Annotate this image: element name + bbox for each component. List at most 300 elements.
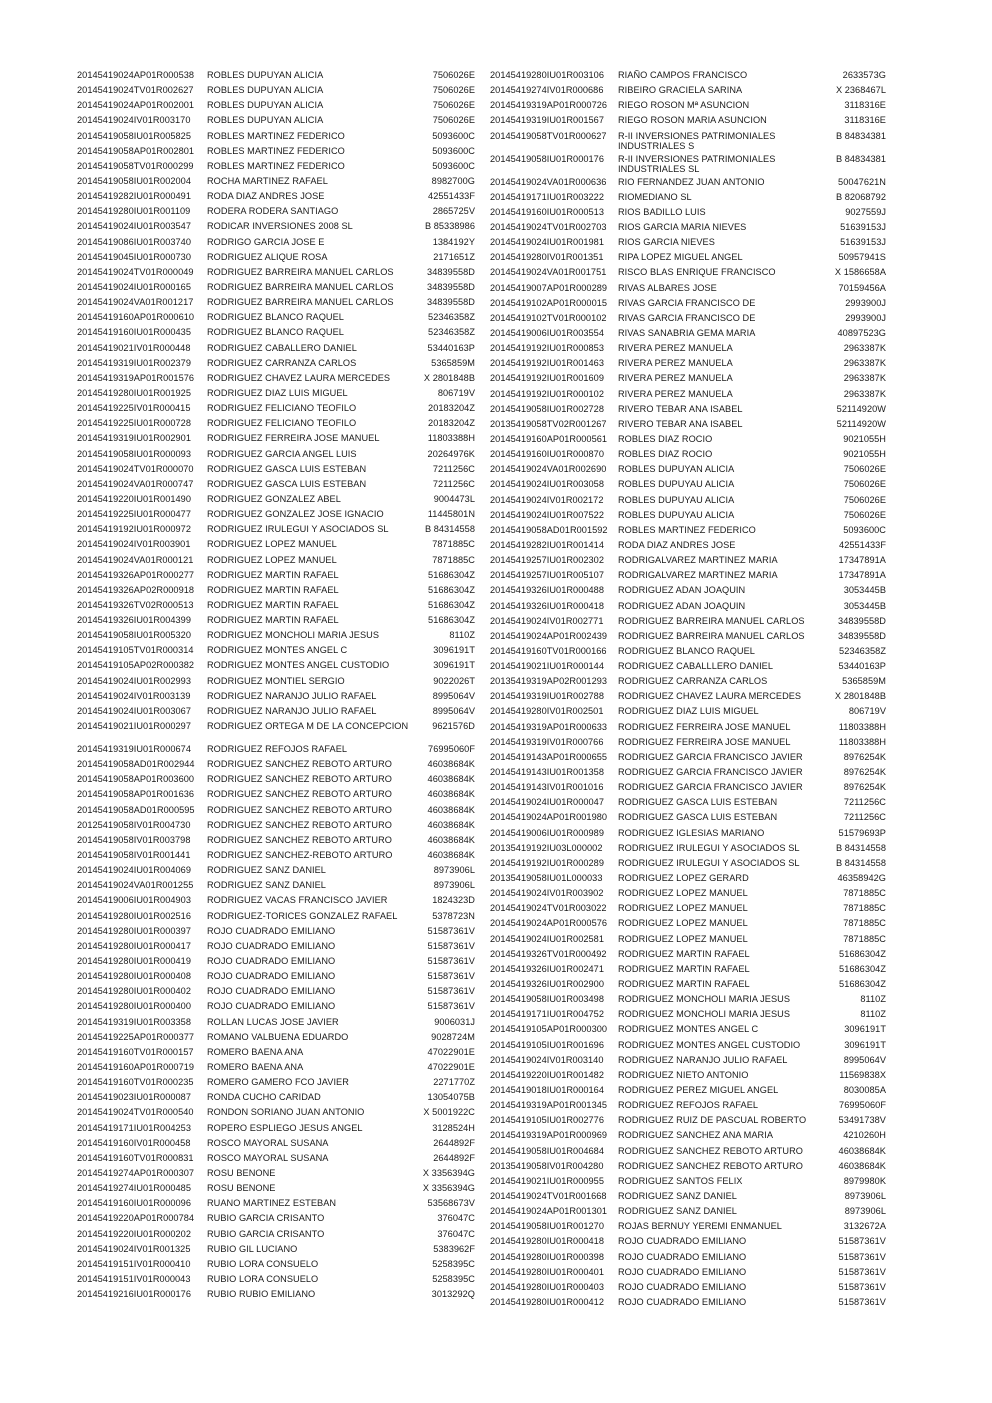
- expedient-number: 20145419021IU01R000297: [77, 721, 192, 732]
- tax-id: 5093600C: [432, 145, 475, 156]
- holder-name: RODRIGUEZ-TORICES GONZALEZ RAFAEL: [207, 910, 398, 921]
- expedient-number: 20145419160IU01R000096: [77, 1198, 192, 1209]
- holder-name: ROJO CUADRADO EMILIANO: [207, 940, 336, 951]
- tax-id: 7506026E: [843, 509, 886, 520]
- expedient-number: 20145419058AD01R000595: [77, 804, 195, 815]
- tax-id: B 84314558: [424, 524, 475, 535]
- tax-id: 2644892F: [433, 1152, 475, 1163]
- holder-name: RODRIGUEZ LOPEZ MANUEL: [207, 539, 337, 550]
- tax-id: 76995060F: [839, 1100, 886, 1111]
- table-row: [77, 206, 475, 221]
- holder-name: ROJO CUADRADO EMILIANO: [207, 986, 336, 997]
- holder-name: ROSCO MAYORAL SUSANA: [207, 1152, 329, 1163]
- tax-id: 51587361V: [427, 925, 475, 936]
- holder-name: RODRIGUEZ SANCHEZ REBOTO ARTURO: [618, 1145, 803, 1156]
- tax-id: 34839558D: [838, 630, 886, 641]
- tax-id: 11803388H: [838, 721, 886, 732]
- expedient-number: 20145419024VA01R002690: [490, 464, 607, 475]
- expedient-number: 20145419171IU01R004253: [77, 1122, 192, 1133]
- holder-name: ROJO CUADRADO EMILIANO: [618, 1266, 747, 1277]
- tax-id: 8973906L: [433, 865, 475, 876]
- table-row: [490, 495, 886, 510]
- tax-id: 5093600C: [432, 160, 475, 171]
- tax-id: 2963387K: [843, 358, 886, 369]
- expedient-number: 20145419024IV01R002172: [490, 494, 604, 505]
- holder-name: RODRIGUEZ SANCHEZ REBOTO ARTURO: [618, 1160, 803, 1171]
- expedient-number: 20145419024IU01R000165: [77, 281, 192, 292]
- tax-id: 7871885C: [432, 539, 475, 550]
- expedient-number: 20145419280IU01R001925: [77, 387, 192, 398]
- holder-name: RODA DIAZ ANDRES JOSE: [207, 191, 325, 202]
- holder-name: RODRIGUEZ DIAZ LUIS MIGUEL: [207, 387, 348, 398]
- table-row: [490, 1100, 886, 1115]
- expedient-number: 20145419319IV01R000766: [490, 736, 604, 747]
- table-row: [77, 774, 475, 789]
- table-row: [490, 737, 886, 752]
- table-row: [490, 510, 886, 525]
- tax-id: 46038684K: [427, 804, 475, 815]
- tax-id: 34839558D: [427, 297, 475, 308]
- tax-id: 7506026E: [843, 464, 886, 475]
- tax-id: 9021055H: [843, 433, 886, 444]
- tax-id: 53491738V: [838, 1115, 886, 1126]
- expedient-number: 20145419225IV01R000415: [77, 403, 191, 414]
- table-row: [77, 880, 475, 895]
- expedient-number: 20145419143IV01R001016: [490, 782, 604, 793]
- holder-name: RIVAS GARCIA FRANCISCO DE: [618, 312, 756, 323]
- holder-name: RODRIGUEZ CABALLERO DANIEL: [207, 342, 357, 353]
- tax-id: 42551433F: [839, 539, 886, 550]
- holder-name: RODRIGUEZ NIETO ANTONIO: [618, 1069, 749, 1080]
- expedient-number: 20145419280IU01R000418: [490, 1236, 605, 1247]
- table-row: [490, 903, 886, 918]
- holder-name: RODRIGUEZ SANCHEZ REBOTO ARTURO: [207, 774, 392, 785]
- tax-id: 34839558D: [838, 615, 886, 626]
- holder-name: RODRIGUEZ CABALLLERO DANIEL: [618, 661, 774, 672]
- expedient-number: 20145419319AP01R000726: [490, 100, 608, 111]
- holder-name: RODRIGUEZ BLANCO RAQUEL: [207, 327, 344, 338]
- holder-name: ROBLES DUPUYAN ALICIA: [207, 115, 324, 126]
- tax-id: 8973906L: [433, 880, 475, 891]
- holder-name: ROSCO MAYORAL SUSANA: [207, 1137, 329, 1148]
- holder-name: RIVERA PEREZ MANUELA: [618, 373, 733, 384]
- holder-name: RODRIGUEZ FERREIRA JOSE MANUEL: [618, 736, 791, 747]
- expedient-number: 20145419006IU01R003554: [490, 327, 605, 338]
- table-row: [77, 850, 475, 865]
- expedient-number: 20145419280IU01R003106: [490, 70, 605, 80]
- holder-name: RODRIGUEZ GASCA LUIS ESTEBAN: [207, 463, 367, 474]
- table-row: [77, 1107, 475, 1122]
- table-row: [490, 389, 886, 404]
- table-row: [490, 434, 886, 449]
- table-row: [490, 131, 886, 154]
- holder-name: ROJO CUADRADO EMILIANO: [618, 1281, 747, 1292]
- expedient-number: 20145419024TV01R002627: [77, 85, 194, 96]
- tax-id: 3096191T: [433, 660, 475, 671]
- tax-id: 7211256C: [843, 797, 886, 808]
- table-row: [490, 540, 886, 555]
- holder-name: RODRIGUEZ MARTIN RAFAEL: [618, 963, 750, 974]
- tax-id: X 2368467L: [835, 85, 886, 96]
- table-row: [77, 267, 475, 282]
- holder-name: RODRIGUEZ LOPEZ GERARD: [618, 873, 749, 884]
- expedient-number: 20145419160TV01R000235: [77, 1077, 194, 1088]
- table-row: [77, 865, 475, 880]
- table-row: [490, 1115, 886, 1130]
- holder-name: ROBLES MARTINEZ FEDERICO: [207, 130, 345, 141]
- tax-id: 8110Z: [860, 994, 886, 1005]
- table-row: [490, 343, 886, 358]
- holder-name: RUBIO GARCIA CRISANTO: [207, 1228, 325, 1239]
- tax-id: 46038684K: [427, 819, 475, 830]
- table-row: [77, 759, 475, 774]
- tax-id: 8110Z: [860, 1009, 886, 1020]
- expedient-number: 20145419257IU01R002302: [490, 555, 605, 566]
- table-row: [77, 312, 475, 327]
- expedient-number: 20145419192IU01R000102: [490, 388, 605, 399]
- table-row: [490, 631, 886, 646]
- expedient-number: 20145419058IV01R001441: [77, 850, 191, 861]
- table-row: [490, 1130, 886, 1145]
- expedient-number: 20145419105AP01R000300: [490, 1024, 608, 1035]
- table-row: [77, 600, 475, 615]
- holder-name: RIEGO ROSON Mª ASUNCION: [618, 100, 750, 111]
- expedient-number: 20135419058IV01R004280: [490, 1160, 604, 1171]
- holder-name: ROLLAN LUCAS JOSE JAVIER: [207, 1016, 339, 1027]
- table-row: [77, 615, 475, 630]
- table-row: [77, 464, 475, 479]
- expedient-number: 20145419220IU01R001482: [490, 1069, 605, 1080]
- table-row: [490, 1070, 886, 1085]
- table-row: [490, 479, 886, 494]
- tax-id: 376047C: [437, 1228, 475, 1239]
- table-row: [77, 1153, 475, 1168]
- tax-id: 7211256C: [432, 463, 475, 474]
- holder-name: RODA DIAZ ANDRES JOSE: [618, 539, 736, 550]
- table-row: [490, 1161, 886, 1176]
- table-row: [77, 388, 475, 403]
- table-row: [77, 676, 475, 691]
- expedient-number: 20145419192IU01R000853: [490, 343, 605, 354]
- table-row: [77, 221, 475, 236]
- holder-name: RODRIGALVAREZ MARTINEZ MARIA: [618, 570, 778, 581]
- tax-id: X 5001922C: [423, 1107, 475, 1118]
- expedient-number: 20145419319AP01R000969: [490, 1130, 608, 1141]
- holder-name: ROBLES DUPUYAU ALICIA: [618, 509, 735, 520]
- tax-id: X 2801848B: [834, 691, 886, 702]
- tax-id: 7871885C: [843, 903, 886, 914]
- table-row: [490, 691, 886, 706]
- expedient-number: 20145419024VA01R000747: [77, 478, 194, 489]
- table-row: [490, 1024, 886, 1039]
- tax-id: 42551433F: [428, 191, 475, 202]
- holder-name: RODRIGUEZ MONTES ANGEL CUSTODIO: [207, 660, 390, 671]
- table-row: [490, 979, 886, 994]
- tax-id: 9027559J: [845, 206, 886, 217]
- expedient-number: 20145419006IU01R004903: [77, 895, 192, 906]
- table-row: [77, 956, 475, 971]
- table-row: [77, 820, 475, 835]
- expedient-number: 20145419058IU01R000093: [77, 448, 192, 459]
- table-row: [490, 1297, 886, 1312]
- table-row: [490, 177, 886, 192]
- holder-name: RODRIGUEZ LOPEZ MANUEL: [618, 903, 748, 914]
- tax-id: 8030085A: [843, 1085, 886, 1095]
- expedient-number: 20145419326TV02R000513: [77, 599, 194, 610]
- tax-id: 2963387K: [843, 343, 886, 354]
- table-row: [77, 1017, 475, 1032]
- table-row: [77, 926, 475, 941]
- table-row: [490, 601, 886, 616]
- tax-id: 9028724M: [431, 1031, 475, 1042]
- table-row: [490, 358, 886, 373]
- table-row: [490, 1176, 886, 1191]
- holder-name: RODRIGUEZ GARCIA ANGEL LUIS: [207, 448, 357, 459]
- holder-name: RODRIGUEZ LOPEZ MANUEL: [618, 918, 748, 929]
- table-row: [77, 297, 475, 312]
- tax-id: 17347891A: [838, 570, 886, 581]
- holder-name: RIVAS SANABRIA GEMA MARIA: [618, 327, 756, 338]
- tax-id: 8995064V: [432, 690, 475, 701]
- tax-id: B 85338986: [424, 221, 475, 232]
- expedient-number: 20145419280IU01R000400: [77, 1001, 192, 1012]
- tax-id: X 3356394G: [422, 1183, 475, 1194]
- table-row: [490, 767, 886, 782]
- expedient-number: 20145419319IU01R002788: [490, 691, 605, 702]
- tax-id: 8982700G: [431, 175, 475, 186]
- expedient-number: 20145419280IU01R000412: [490, 1296, 605, 1307]
- table-row: [77, 509, 475, 524]
- expedient-number: 20145419319IU01R002901: [77, 433, 192, 444]
- tax-id: 52114920W: [836, 403, 886, 414]
- expedient-number: 20145419326AP01R000277: [77, 569, 195, 580]
- holder-name: RODRIGUEZ MONCHOLI MARIA JESUS: [618, 994, 790, 1005]
- table-row: [77, 789, 475, 804]
- holder-name: RODRIGUEZ SANZ DANIEL: [207, 880, 326, 891]
- table-row: [77, 252, 475, 267]
- table-row: [490, 1282, 886, 1297]
- expedient-number: 20145419160IU01R000435: [77, 327, 192, 338]
- holder-name: RODRIGUEZ IRULEGUI Y ASOCIADOS SL: [618, 842, 800, 853]
- expedient-number: 20145419024IU01R000047: [490, 797, 605, 808]
- expedient-number: 20145419220IU01R000202: [77, 1228, 192, 1239]
- expedient-number: 20145419024VA01R001751: [490, 267, 607, 278]
- table-row: [490, 100, 886, 115]
- tax-id: 3128524H: [432, 1122, 475, 1133]
- expedient-number: 20145419280IU01R000401: [490, 1266, 605, 1277]
- expedient-number: 20145419024IV01R003902: [490, 888, 604, 899]
- holder-name: ROCHA MARTINEZ RAFAEL: [207, 175, 328, 186]
- table-row: [77, 479, 475, 494]
- holder-name: ROSU BENONE: [207, 1167, 276, 1178]
- tax-id: 5383962F: [433, 1243, 475, 1254]
- expedient-number: 20145419151IV01R000410: [77, 1258, 191, 1269]
- holder-name: RODRIGUEZ DIAZ LUIS MIGUEL: [618, 706, 759, 717]
- table-row: [490, 222, 886, 237]
- table-row: [490, 237, 886, 252]
- expedient-number: 20145419024TV01R000070: [77, 463, 194, 474]
- tax-id: 52346358Z: [428, 327, 475, 338]
- holder-name: ROJO CUADRADO EMILIANO: [207, 956, 336, 967]
- holder-name: RIBEIRO GRACIELA SARINA: [618, 85, 743, 96]
- holder-name: RODRIGUEZ GARCIA FRANCISCO JAVIER: [618, 751, 803, 762]
- tax-id: 51587361V: [427, 1001, 475, 1012]
- expedient-number: 20145419102TV01R000102: [490, 312, 607, 323]
- tax-id: 46038684K: [838, 1145, 886, 1156]
- tax-id: X 3356394G: [422, 1167, 475, 1178]
- tax-id: 51639153J: [840, 237, 886, 248]
- holder-name: RODRIGUEZ LOPEZ MANUEL: [207, 554, 337, 565]
- holder-name: RODRIGUEZ SANCHEZ REBOTO ARTURO: [207, 759, 392, 770]
- table-row: [490, 404, 886, 419]
- tax-id: 70159456A: [838, 282, 886, 293]
- tax-id: 8110Z: [449, 630, 475, 641]
- table-row: [490, 1009, 886, 1024]
- table-row: [77, 403, 475, 418]
- expedient-number: 20145419105IU01R001696: [490, 1039, 605, 1050]
- tax-id: 2633573G: [842, 70, 886, 80]
- holder-name: RIVERA PEREZ MANUELA: [618, 343, 733, 354]
- holder-name: RODRIGUEZ GASCA LUIS ESTEBAN: [207, 478, 367, 489]
- expedient-number: 20145419006IU01R000989: [490, 827, 605, 838]
- holder-name: RODRIGUEZ GONZALEZ ABEL: [207, 493, 341, 504]
- tax-id: 3053445B: [843, 585, 886, 596]
- holder-name: ROJAS BERNUY YEREMI ENMANUEL: [618, 1221, 782, 1232]
- holder-name: ROJO CUADRADO EMILIANO: [207, 971, 336, 982]
- table-row: [490, 70, 886, 85]
- expedient-number: 20145419282IU01R001414: [490, 539, 605, 550]
- tax-id: 806719V: [848, 706, 886, 717]
- holder-name: RIVERO TEBAR ANA ISABEL: [618, 403, 743, 414]
- expedient-number: 20145419024AP01R000538: [77, 70, 195, 80]
- table-row: [490, 1221, 886, 1236]
- expedient-number: 20145419024IU01R002581: [490, 933, 605, 944]
- expedient-number: 20145419280IV01R001351: [490, 252, 604, 263]
- table-row: [77, 358, 475, 373]
- holder-name: ROBLES MARTINEZ FEDERICO: [618, 524, 756, 535]
- table-row: [77, 1244, 475, 1259]
- holder-name: RODRIGUEZ MARTIN RAFAEL: [618, 948, 750, 959]
- expedient-number: 20145419024VA01R001217: [77, 297, 194, 308]
- tax-id: 11569838X: [839, 1069, 886, 1080]
- expedient-number: 20145419058IU01R002004: [77, 175, 192, 186]
- table-row: [490, 267, 886, 282]
- holder-name: RODRIGUEZ ADAN JOAQUIN: [618, 585, 746, 596]
- tax-id: 51587361V: [427, 971, 475, 982]
- expedient-number: 20145419326IU01R002900: [490, 979, 605, 990]
- expedient-number: 20145419160IU01R000513: [490, 206, 605, 217]
- expedient-number: 20145419024IV01R002771: [490, 615, 604, 626]
- holder-name: RODRIGUEZ REFOJOS RAFAEL: [618, 1100, 759, 1111]
- holder-name: ROBLES MARTINEZ FEDERICO: [207, 145, 345, 156]
- tax-id: 51639153J: [840, 221, 886, 232]
- holder-name: RODRIGUEZ MARTIN RAFAEL: [207, 599, 339, 610]
- tax-id: 4210260H: [843, 1130, 886, 1141]
- tax-id: 51587361V: [838, 1251, 886, 1262]
- table-row: [490, 115, 886, 130]
- holder-name: RODRIGUEZ SANCHEZ ANA MARIA: [618, 1130, 774, 1141]
- holder-name: RODRIGUEZ ALIQUE ROSA: [207, 251, 328, 262]
- holder-name: RODRIGUEZ GASCA LUIS ESTEBAN: [618, 797, 778, 808]
- holder-name: ROJO CUADRADO EMILIANO: [618, 1296, 747, 1307]
- holder-name: RODRIGUEZ BARREIRA MANUEL CARLOS: [618, 630, 805, 641]
- table-row: [77, 1138, 475, 1153]
- holder-name: RODRIGUEZ SANCHEZ REBOTO ARTURO: [207, 804, 392, 815]
- tax-id: 53568673V: [427, 1198, 475, 1209]
- table-row: [77, 1001, 475, 1016]
- expedient-number: 20145419319AP01R001345: [490, 1100, 608, 1111]
- expedient-number: 20145419024VA01R000636: [490, 176, 607, 187]
- holder-name: R-II INVERSIONES PATRIMONIALES INDUSTRIALES S: [618, 130, 776, 151]
- table-row: [490, 154, 886, 177]
- expedient-number: 20145419058IU01R001270: [490, 1221, 605, 1232]
- expedient-number: 20145419024IV01R003139: [77, 690, 191, 701]
- expedient-number: 20135419319AP02R001293: [490, 676, 608, 687]
- table-row: [77, 282, 475, 297]
- expedient-number: 20145419105TV01R000314: [77, 645, 194, 656]
- holder-name: RODRIGUEZ NARANJO JULIO RAFAEL: [207, 690, 377, 701]
- tax-id: 11803388H: [838, 736, 886, 747]
- tax-id: 46038684K: [427, 789, 475, 800]
- tax-id: 46038684K: [838, 1160, 886, 1171]
- tax-id: 7506026E: [432, 85, 475, 96]
- tax-id: 5365859M: [431, 357, 475, 368]
- holder-name: RUBIO GIL LUCIANO: [207, 1243, 298, 1254]
- tax-id: 51686304Z: [428, 615, 475, 626]
- table-row: [490, 313, 886, 328]
- tax-id: 3096191T: [844, 1024, 886, 1035]
- holder-name: RODRIGUEZ ADAN JOAQUIN: [618, 600, 746, 611]
- table-row: [77, 191, 475, 206]
- holder-name: RODRIGUEZ SANCHEZ REBOTO ARTURO: [207, 789, 392, 800]
- expedient-number: 20145419024IV01R003170: [77, 115, 191, 126]
- table-row: [490, 1055, 886, 1070]
- tax-id: 52346358Z: [839, 645, 886, 656]
- tax-id: 51587361V: [838, 1236, 886, 1247]
- expedient-number: 20145419058IU01R002728: [490, 403, 605, 414]
- table-row: [490, 1085, 886, 1100]
- expedient-number: 20145419058IU01R003498: [490, 994, 605, 1005]
- holder-name: ROBLES DUPUYAN ALICIA: [207, 100, 324, 111]
- table-row: [490, 283, 886, 298]
- expedient-number: 20145419160AP01R000719: [77, 1062, 195, 1072]
- tax-id: 1824323D: [432, 895, 475, 906]
- expedient-number: 20145419280IU01R000417: [77, 940, 192, 951]
- tax-id: 3013292Q: [431, 1289, 475, 1300]
- holder-name: RIVERA PEREZ MANUELA: [618, 388, 733, 399]
- expedient-number: 20145419024TV01R002703: [490, 221, 607, 232]
- holder-name: RIVAS ALBARES JOSE: [618, 282, 717, 293]
- expedient-number: 20145419021IV01R000448: [77, 342, 191, 353]
- expedient-number: 20145419024IU01R007522: [490, 509, 605, 520]
- tax-id: 51587361V: [427, 940, 475, 951]
- expedient-number: 20145419280IU01R002516: [77, 910, 192, 921]
- tax-id: 7506026E: [432, 100, 475, 111]
- tax-id: 376047C: [437, 1213, 475, 1224]
- tax-id: 9021055H: [843, 449, 886, 460]
- table-row: [77, 1213, 475, 1228]
- expedient-number: 20145419058AP01R001636: [77, 789, 195, 800]
- holder-name: ROBLES DUPUYAU ALICIA: [618, 494, 735, 505]
- tax-id: 5258395C: [432, 1258, 475, 1269]
- expedient-number: 20135419192IU03L000002: [490, 842, 603, 853]
- expedient-number: 20145419280IV01R002501: [490, 706, 604, 717]
- holder-name: RODRIGUEZ FELICIANO TEOFILO: [207, 403, 357, 414]
- table-row: [77, 85, 475, 100]
- holder-name: ROJO CUADRADO EMILIANO: [207, 925, 336, 936]
- expedient-number: 20145419160TV01R000166: [490, 645, 607, 656]
- tax-id: 51686304Z: [839, 963, 886, 974]
